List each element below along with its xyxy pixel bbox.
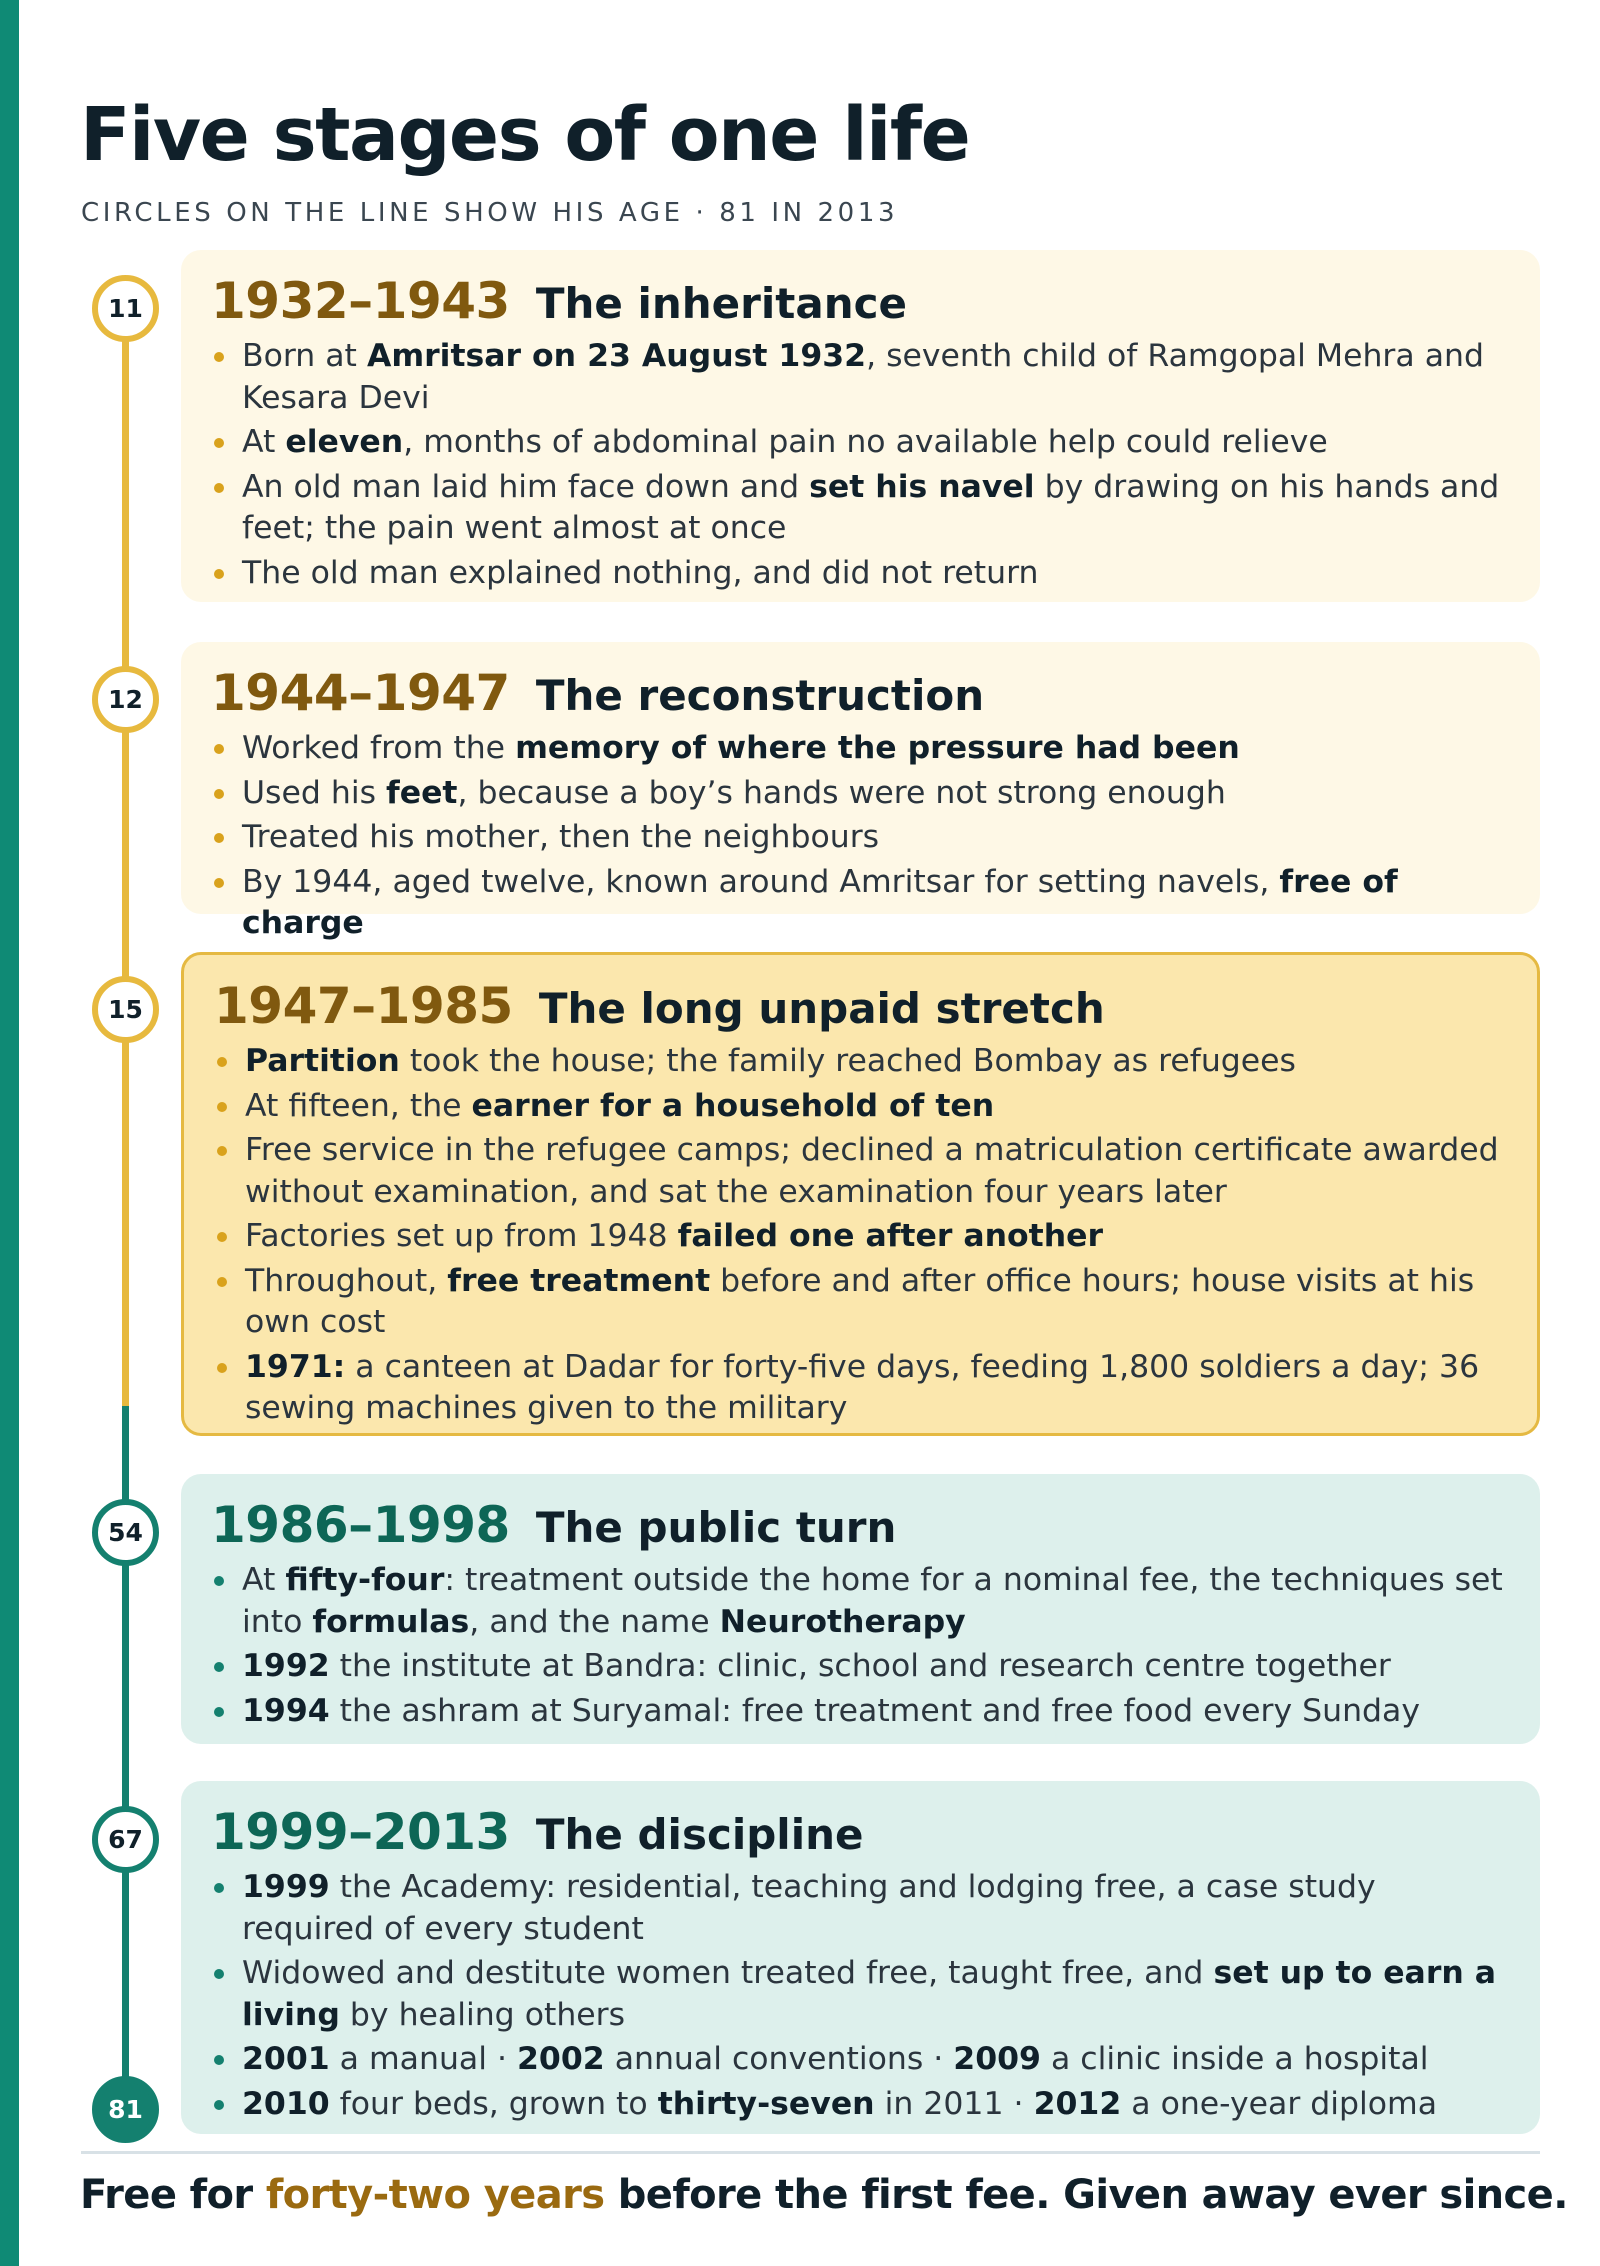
bullet-text: a clinic inside a hospital [1040,2041,1429,2077]
bullet-text: Widowed and destitute women treated free, taught free, and [242,1955,1214,1991]
bullet-text: annual conventions · [604,2041,954,2077]
page-subtitle: CIRCLES ON THE LINE SHOW HIS AGE · 81 IN 2013 [81,198,899,228]
bullet-emphasis: 2001 [242,2041,330,2077]
stage-card-inheritance [181,250,1540,602]
bullet-emphasis: 2010 [242,2085,330,2122]
bullet-text: At [242,424,286,460]
bullet-text: The old man explained nothing, and did not return [242,554,1039,591]
stage-card-reconstruction [181,642,1540,941]
stage-card-long-unpaid-stretch [181,952,1540,1436]
stage-heading [211,1803,1508,1861]
stage-heading [211,272,1508,330]
footer-divider [81,2151,1540,2154]
bullet-emphasis: feet [386,774,458,811]
bullet-text: At fifteen, the [245,1087,472,1124]
bullet-text: Treated his mother, then the neighbours [242,819,880,855]
bullet-item [214,1130,1505,1213]
bullet-text: , and the name [469,1603,720,1640]
bullet-text: the Academy: residential, teaching and lodging free, a case study required of every student [242,1869,1376,1947]
bullet-emphasis: memory of where the pressure had been [515,730,1240,766]
stage-bullets [211,1867,1508,2125]
bullet-item [211,1953,1508,2036]
bullet-item [211,2039,1508,2081]
bullet-item [211,553,1508,595]
bullet-text: took the house; the family reached Bombay as refugees [399,1043,1296,1079]
age-marker-67: 67 [92,1806,159,1873]
bullet-item [214,1347,1505,1430]
stage-heading [214,977,1505,1035]
bullet-item [214,1216,1505,1258]
bullet-text: : treatment outside the home for a nominal fee, the techniques set into [242,1562,1503,1640]
bullet-text: the institute at Bandra: clinic, school and research centre together [329,1648,1391,1684]
stage-title: The inheritance [535,279,907,328]
bullet-text: , seventh child of Ramgopal Mehra and Kesara Devi [242,338,1484,416]
bullet-text: An old man laid him face down and [242,468,810,505]
bullet-emphasis: Amritsar on 23 August 1932 [366,338,867,374]
bullet-item [211,773,1508,815]
stage-years: 1932–1943 [211,272,510,330]
stage-years: 1999–2013 [211,1803,510,1861]
bullet-emphasis: 2009 [953,2041,1041,2077]
bullet-text: Free service in the refugee camps; declined a matriculation certificate awarded without examination, and sat the examination four years later [245,1132,1499,1210]
bullet-text: a manual · [329,2041,518,2077]
bullet-emphasis: set up to earn a living [242,1955,1496,2033]
bullet-item [211,1560,1508,1643]
bullet-emphasis: 1971: [245,1348,346,1385]
bullet-emphasis: 2012 [1033,2085,1122,2122]
stage-heading [211,1496,1508,1554]
stage-title: The discipline [535,1810,864,1859]
stage-years: 1986–1998 [211,1496,510,1554]
age-marker-12: 12 [92,666,159,733]
footer-statement [80,2172,1568,2218]
bullet-emphasis: free treatment [447,1262,711,1299]
age-marker-54: 54 [92,1499,159,1566]
bullet-text: by healing others [339,1996,626,2033]
bullet-text: Factories set up from 1948 [245,1218,678,1254]
bullet-item [211,336,1508,419]
bullet-emphasis: fifty-four [285,1562,445,1598]
footer-highlight: forty-two years [265,2172,605,2218]
bullet-emphasis: free of charge [242,863,1398,941]
bullet-emphasis: Neurotherapy [719,1603,966,1640]
age-marker-15: 15 [92,976,159,1043]
bullet-text: before and after office hours; house visits at his own cost [245,1262,1475,1340]
stage-bullets [211,728,1508,945]
bullet-emphasis: earner for a household of ten [471,1087,995,1124]
stage-title: The reconstruction [535,671,985,720]
bullet-emphasis: eleven [285,424,404,460]
bullet-item [211,2084,1508,2126]
stage-heading [211,664,1508,722]
bullet-text: the ashram at Suryamal: free treatment and free food every Sunday [329,1692,1420,1729]
bullet-emphasis: failed one after another [677,1218,1104,1254]
stage-bullets [214,1041,1505,1430]
bullet-text: , because a boy’s hands were not strong enough [457,774,1226,811]
bullet-emphasis: set his navel [809,468,1035,505]
stage-years: 1947–1985 [214,977,513,1035]
bullet-text: in 2011 · [874,2085,1034,2122]
bullet-emphasis: 1992 [242,1648,330,1684]
bullet-item [211,728,1508,770]
bullet-text: Used his [242,774,386,811]
stage-card-discipline [181,1781,1540,2134]
footer-text-before: Free for [80,2172,266,2218]
bullet-item [214,1261,1505,1344]
bullet-item [211,467,1508,550]
bullet-item [211,422,1508,464]
bullet-text: By 1944, aged twelve, known around Amritsar for setting navels, [242,863,1280,900]
stage-years: 1944–1947 [211,664,510,722]
stage-bullets [211,1560,1508,1732]
bullet-item [211,817,1508,859]
bullet-item [214,1086,1505,1128]
bullet-text: Throughout, [245,1262,448,1299]
bullet-text: a canteen at Dadar for forty-five days, feeding 1,800 soldiers a day; 36 sewing machines given to the military [245,1348,1480,1426]
bullet-emphasis: 1999 [242,1869,330,1905]
timeline-line-gold [122,308,129,1406]
bullet-text: a one-year diploma [1121,2085,1438,2122]
bullet-item [211,1646,1508,1688]
bullet-text: , months of abdominal pain no available help could relieve [403,424,1328,460]
stage-title: The public turn [535,1503,897,1552]
bullet-text: four beds, grown to [329,2085,658,2122]
bullet-text: At [242,1562,286,1598]
bullet-text: Worked from the [242,730,516,766]
bullet-emphasis: thirty-seven [657,2085,875,2122]
bullet-item [211,862,1508,945]
bullet-emphasis: Partition [245,1043,400,1079]
bullet-item [214,1041,1505,1083]
stage-title: The long unpaid stretch [538,984,1105,1033]
bullet-emphasis: 2002 [517,2041,605,2077]
age-marker-81: 81 [92,2076,159,2143]
stage-bullets [211,336,1508,594]
stage-card-public-turn [181,1474,1540,1744]
bullet-item [211,1691,1508,1733]
side-accent-bar [0,0,19,2266]
page-title: Five stages of one life [80,92,970,178]
bullet-text: Born at [242,338,367,374]
bullet-emphasis: 1994 [242,1692,330,1729]
bullet-item [211,1867,1508,1950]
bullet-emphasis: formulas [312,1603,470,1640]
age-marker-11: 11 [92,275,159,342]
footer-text-after: before the first fee. Given away ever since. [604,2172,1568,2218]
bullet-text: by drawing on his hands and feet; the pain went almost at once [242,468,1500,546]
